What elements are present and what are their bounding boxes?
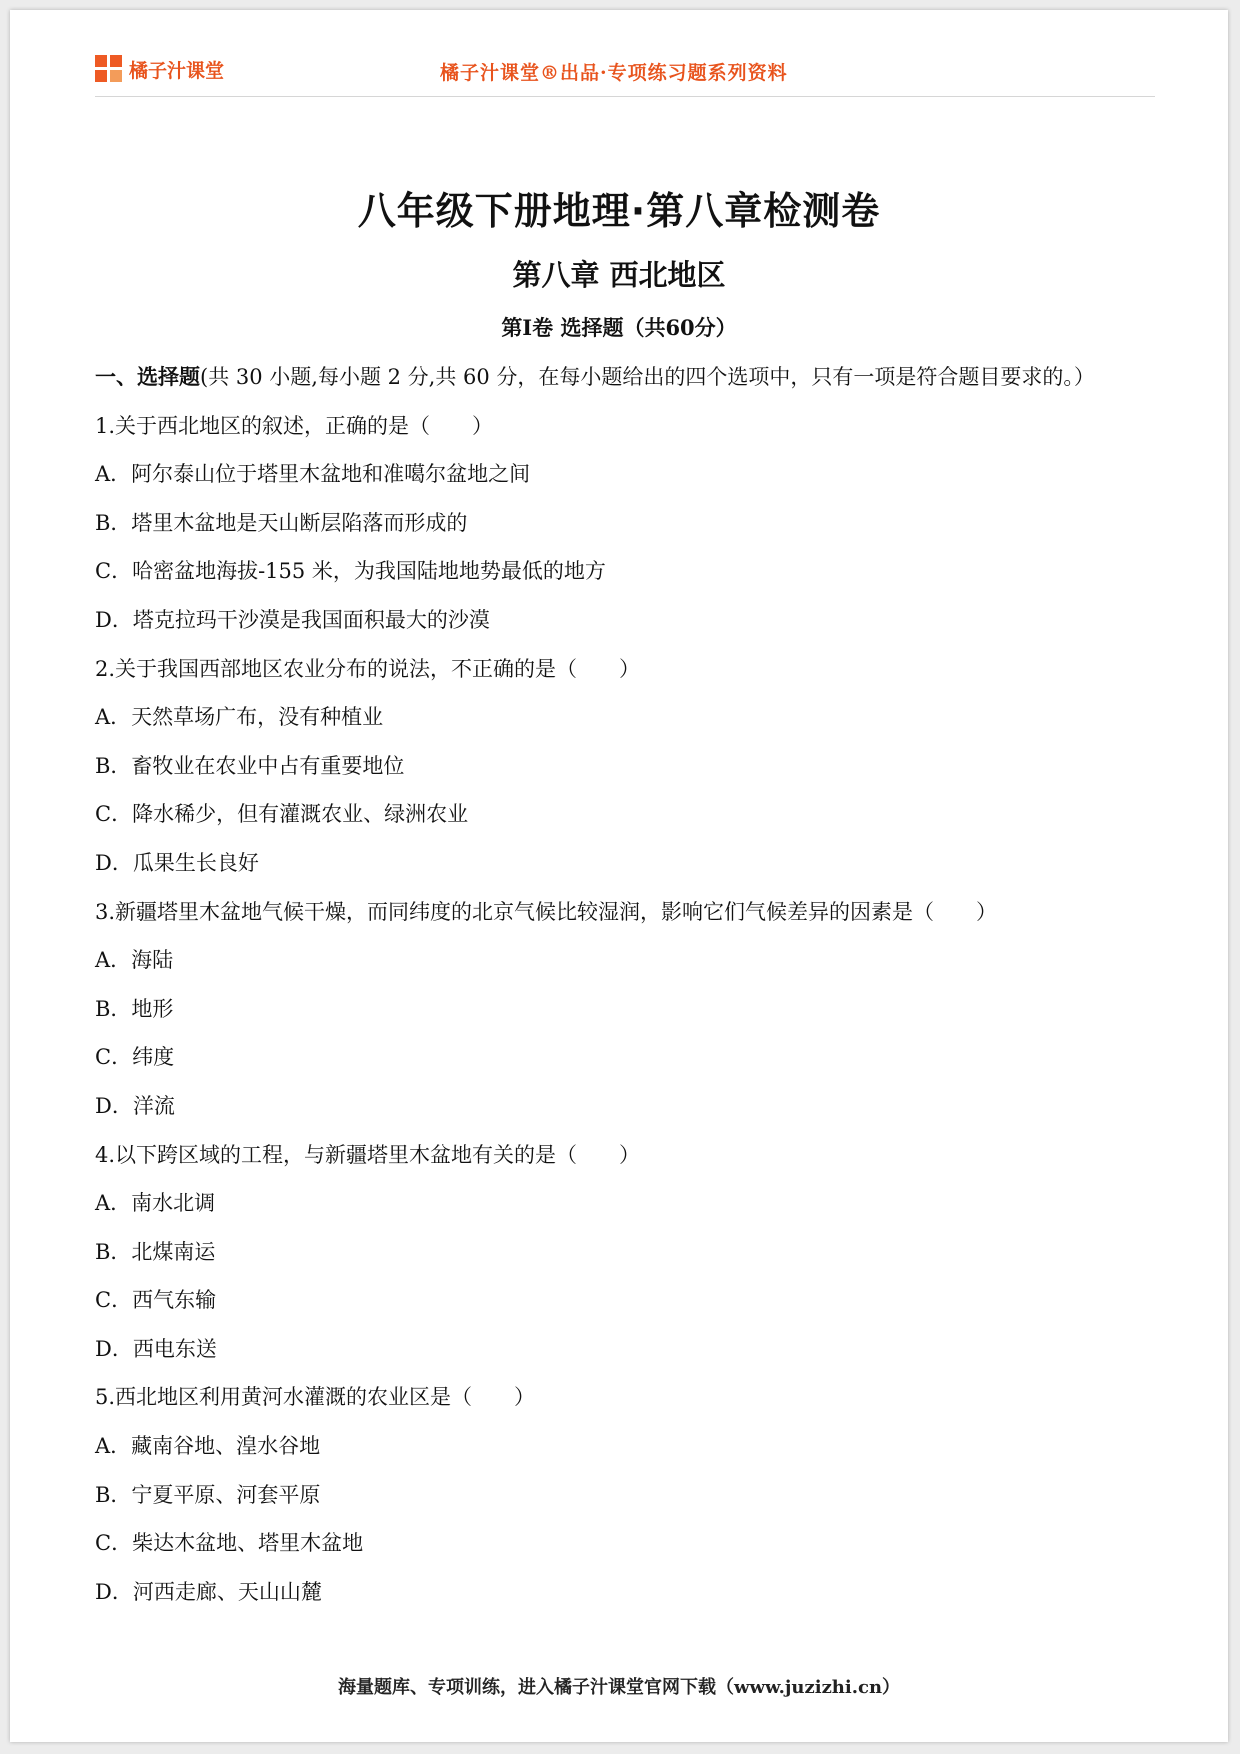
answer-option: D．塔克拉玛干沙漠是我国面积最大的沙漠: [95, 607, 490, 632]
section-heading: 第Ⅰ卷 选择题（共60分）: [501, 315, 737, 340]
logo-icon: [95, 55, 123, 83]
answer-option: B．北煤南运: [95, 1239, 216, 1264]
answer-option: A．海陆: [95, 948, 174, 973]
answer-option: A．天然草场广布，没有种植业: [95, 705, 384, 730]
answer-option: D．河西走廊、天山山麓: [95, 1579, 322, 1604]
answer-option: C．纬度: [95, 1045, 175, 1070]
answer-option: D．西电东送: [95, 1336, 217, 1361]
question-stem: 4.以下跨区域的工程，与新疆塔里木盆地有关的是（ ）: [95, 1142, 641, 1167]
answer-option: B．宁夏平原、河套平原: [95, 1482, 321, 1507]
answer-option: C．柴达木盆地、塔里木盆地: [95, 1531, 364, 1556]
answer-option: C．西气东输: [95, 1288, 217, 1313]
answer-option: C．降水稀少，但有灌溉农业、绿洲农业: [95, 802, 469, 827]
answer-option: A．藏南谷地、湟水谷地: [95, 1434, 321, 1459]
instructions-text: (共 30 小题,每小题 2 分,共 60 分，在每小题给出的四个选项中，只有一项是符合题目要求的。）: [200, 365, 1095, 389]
header-title: 橘子汁课堂®出品·专项练习题系列资料: [440, 62, 788, 84]
instructions: [95, 353, 1155, 402]
question-content: [95, 353, 1155, 1616]
instructions-heading: 一、选择题: [95, 364, 200, 389]
answer-option: A．南水北调: [95, 1191, 216, 1216]
answer-option: B．地形: [95, 996, 174, 1021]
answer-option: C．哈密盆地海拔-155 米，为我国陆地地势最低的地方: [95, 559, 606, 584]
answer-option: D．瓜果生长良好: [95, 850, 259, 875]
answer-option: A．阿尔泰山位于塔里木盆地和准噶尔盆地之间: [95, 462, 531, 487]
brand-logo: [95, 54, 224, 84]
document-page: [10, 10, 1228, 1742]
page-header: [95, 48, 1155, 97]
answer-option: B．塔里木盆地是天山断层陷落而形成的: [95, 510, 468, 535]
question-stem: 2.关于我国西部地区农业分布的说法，不正确的是（ ）: [95, 656, 641, 681]
page-footer: 海量题库、专项训练，进入橘子汁课堂官网下载（www.juzizhi.cn）: [337, 1677, 901, 1698]
document-title: 八年级下册地理·第八章检测卷: [357, 189, 881, 233]
logo-text: 橘子汁课堂: [129, 59, 225, 82]
question-stem: 3.新疆塔里木盆地气候干燥，而同纬度的北京气候比较湿润，影响它们气候差异的因素是（ ）: [95, 899, 998, 924]
answer-option: B．畜牧业在农业中占有重要地位: [95, 753, 405, 778]
answer-option: D．洋流: [95, 1093, 175, 1118]
question-stem: 1.关于西北地区的叙述，正确的是（ ）: [95, 413, 494, 438]
document-subtitle: 第八章 西北地区: [512, 258, 726, 292]
question-stem: 5.西北地区利用黄河水灌溉的农业区是（ ）: [95, 1385, 536, 1410]
